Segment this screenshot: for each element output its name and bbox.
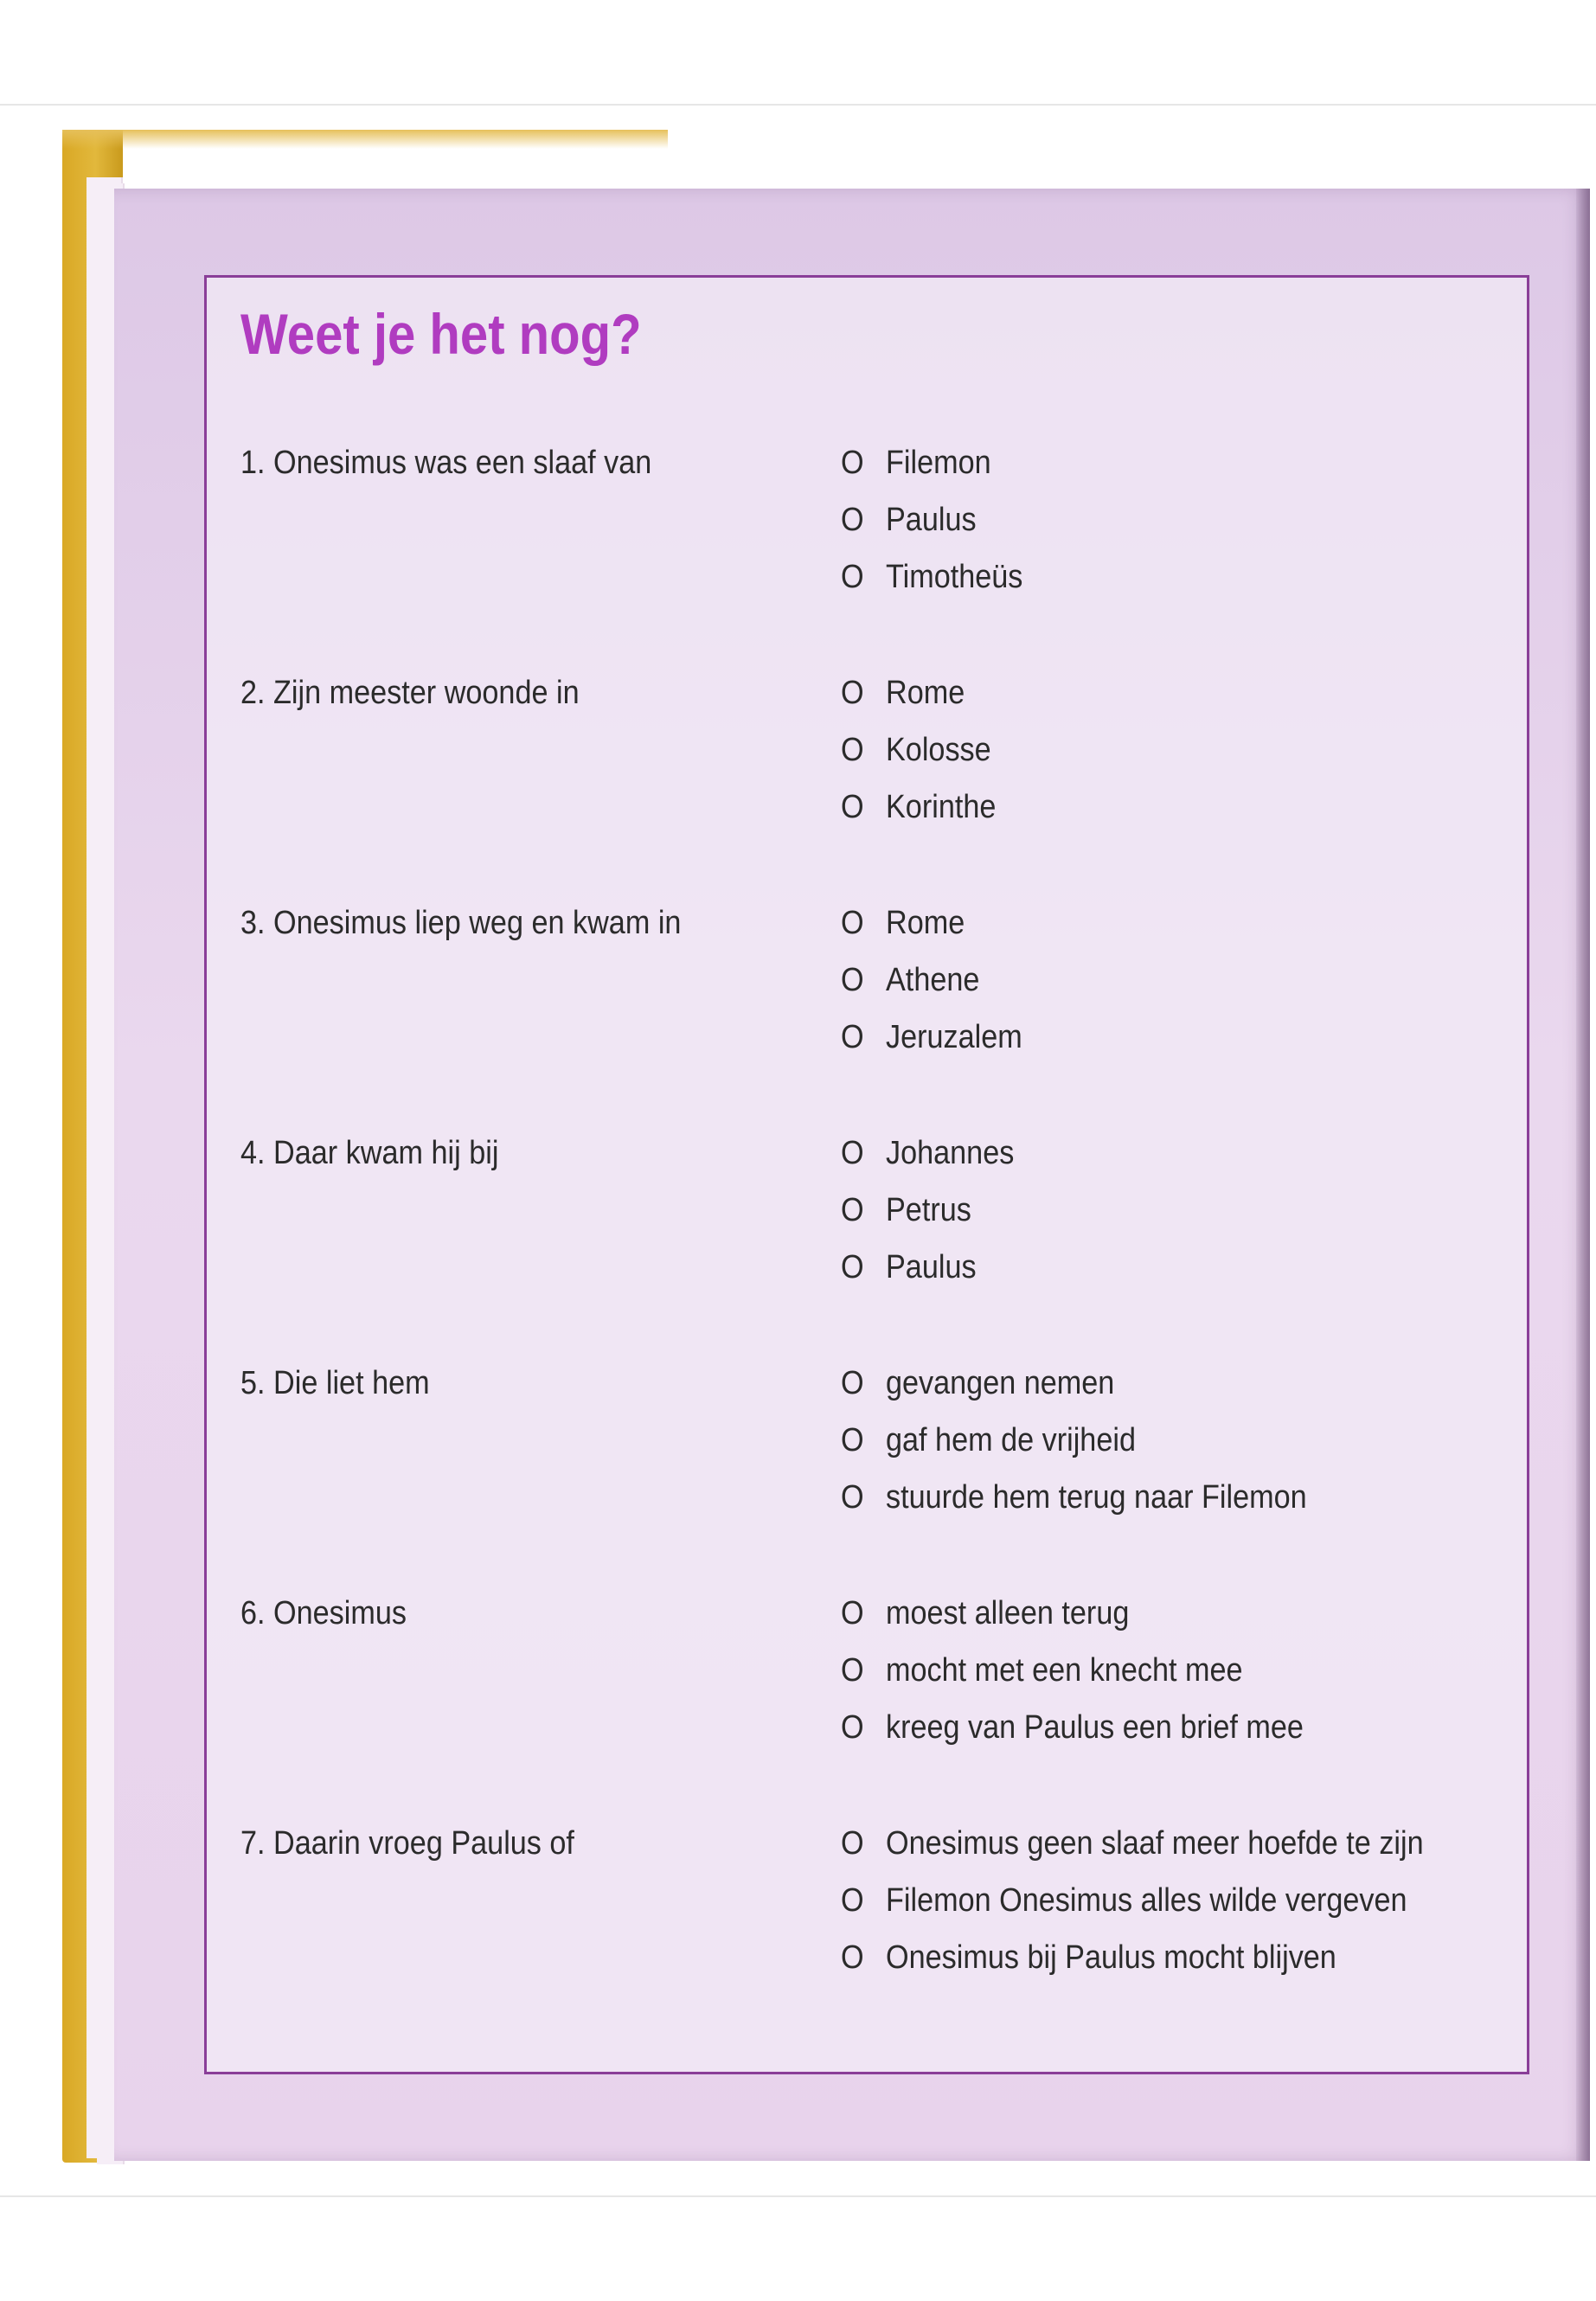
option-label: Rome: [886, 905, 965, 941]
question-2: [240, 664, 1503, 837]
question-label: Onesimus liep weg en kwam in: [273, 905, 682, 941]
answer-options: [841, 1125, 1029, 1296]
answer-option[interactable]: [841, 1239, 1029, 1296]
answer-option[interactable]: [841, 1469, 1354, 1526]
answer-option[interactable]: [841, 664, 1009, 721]
radio-circle-icon[interactable]: O: [841, 1652, 864, 1689]
question-number: 4.: [240, 1135, 266, 1171]
option-label: Timotheüs: [886, 559, 1023, 595]
question-4: [240, 1125, 1503, 1298]
option-label: stuurde hem terug naar Filemon: [886, 1479, 1307, 1516]
option-label: Onesimus geen slaaf meer hoefde te zijn: [886, 1825, 1424, 1862]
question-7: [240, 1815, 1503, 1988]
answer-options: [841, 894, 1037, 1066]
option-label: Kolosse: [886, 732, 991, 768]
option-label: Korinthe: [886, 789, 997, 825]
answer-option[interactable]: [841, 1585, 1350, 1642]
question-5: [240, 1355, 1503, 1528]
answer-option[interactable]: [841, 434, 1038, 491]
answer-options: [841, 1355, 1354, 1526]
answer-option[interactable]: [841, 779, 1009, 836]
radio-circle-icon[interactable]: O: [841, 1939, 864, 1976]
answer-option[interactable]: [841, 1355, 1354, 1412]
question-number: 5.: [240, 1365, 266, 1401]
question-number: 3.: [240, 905, 266, 941]
question-number: 1.: [240, 445, 266, 481]
answer-option[interactable]: [841, 721, 1009, 779]
question-3: [240, 894, 1503, 1067]
answer-option[interactable]: [841, 1009, 1037, 1066]
answer-option[interactable]: [841, 1642, 1350, 1699]
radio-circle-icon[interactable]: O: [841, 1365, 864, 1401]
answer-options: [841, 664, 1009, 836]
page-spine-shadow: [1576, 189, 1590, 2161]
question-text: [240, 1815, 574, 1872]
radio-circle-icon[interactable]: O: [841, 1882, 864, 1919]
quiz-title: Weet je het nog?: [240, 302, 642, 366]
answer-options: [841, 1815, 1484, 1986]
radio-circle-icon[interactable]: O: [841, 1825, 864, 1862]
question-label: Die liet hem: [273, 1365, 430, 1401]
answer-option[interactable]: [841, 894, 1037, 952]
answer-option[interactable]: [841, 952, 1037, 1009]
option-label: Athene: [886, 962, 980, 998]
radio-circle-icon[interactable]: O: [841, 675, 864, 711]
radio-circle-icon[interactable]: O: [841, 1249, 864, 1285]
option-label: Petrus: [886, 1192, 971, 1228]
answer-option[interactable]: [841, 1182, 1029, 1239]
answer-option[interactable]: [841, 548, 1038, 606]
radio-circle-icon[interactable]: O: [841, 1595, 864, 1631]
question-text: [240, 434, 651, 491]
option-label: Johannes: [886, 1135, 1015, 1171]
option-label: Onesimus bij Paulus mocht blijven: [886, 1939, 1336, 1976]
answer-option[interactable]: [841, 1815, 1484, 1872]
option-label: Paulus: [886, 1249, 977, 1285]
radio-circle-icon[interactable]: O: [841, 1019, 864, 1055]
radio-circle-icon[interactable]: O: [841, 502, 864, 538]
question-text: [240, 664, 580, 721]
question-number: 6.: [240, 1595, 266, 1631]
option-label: gaf hem de vrijheid: [886, 1422, 1136, 1458]
radio-circle-icon[interactable]: O: [841, 789, 864, 825]
radio-circle-icon[interactable]: O: [841, 559, 864, 595]
question-label: Daarin vroeg Paulus of: [273, 1825, 574, 1862]
radio-circle-icon[interactable]: O: [841, 1709, 864, 1746]
option-label: gevangen nemen: [886, 1365, 1115, 1401]
answer-option[interactable]: [841, 491, 1038, 548]
radio-circle-icon[interactable]: O: [841, 905, 864, 941]
option-label: Jeruzalem: [886, 1019, 1022, 1055]
question-text: [240, 1125, 498, 1182]
radio-circle-icon[interactable]: O: [841, 1135, 864, 1171]
option-label: Rome: [886, 675, 965, 711]
radio-circle-icon[interactable]: O: [841, 1479, 864, 1516]
question-label: Onesimus was een slaaf van: [273, 445, 652, 481]
question-6: [240, 1585, 1503, 1758]
question-number: 7.: [240, 1825, 266, 1862]
question-1: [240, 434, 1503, 607]
option-label: moest alleen terug: [886, 1595, 1130, 1631]
question-text: [240, 894, 681, 952]
answer-option[interactable]: [841, 1125, 1029, 1182]
answer-option[interactable]: [841, 1872, 1484, 1929]
answer-option[interactable]: [841, 1929, 1484, 1986]
option-label: mocht met een knecht mee: [886, 1652, 1243, 1689]
answer-options: [841, 434, 1038, 606]
answer-option[interactable]: [841, 1412, 1354, 1469]
question-text: [240, 1355, 430, 1412]
radio-circle-icon[interactable]: O: [841, 732, 864, 768]
answer-options: [841, 1585, 1350, 1756]
option-label: Paulus: [886, 502, 977, 538]
radio-circle-icon[interactable]: O: [841, 1192, 864, 1228]
answer-option[interactable]: [841, 1699, 1350, 1756]
radio-circle-icon[interactable]: O: [841, 962, 864, 998]
question-number: 2.: [240, 675, 266, 711]
option-label: Filemon Onesimus alles wilde vergeven: [886, 1882, 1407, 1919]
radio-circle-icon[interactable]: O: [841, 1422, 864, 1458]
question-label: Daar kwam hij bij: [273, 1135, 499, 1171]
radio-circle-icon[interactable]: O: [841, 445, 864, 481]
question-label: Onesimus: [273, 1595, 407, 1631]
book-cover-edge: [62, 130, 668, 149]
question-text: [240, 1585, 407, 1642]
option-label: Filemon: [886, 445, 991, 481]
option-label: kreeg van Paulus een brief mee: [886, 1709, 1304, 1746]
question-label: Zijn meester woonde in: [273, 675, 580, 711]
